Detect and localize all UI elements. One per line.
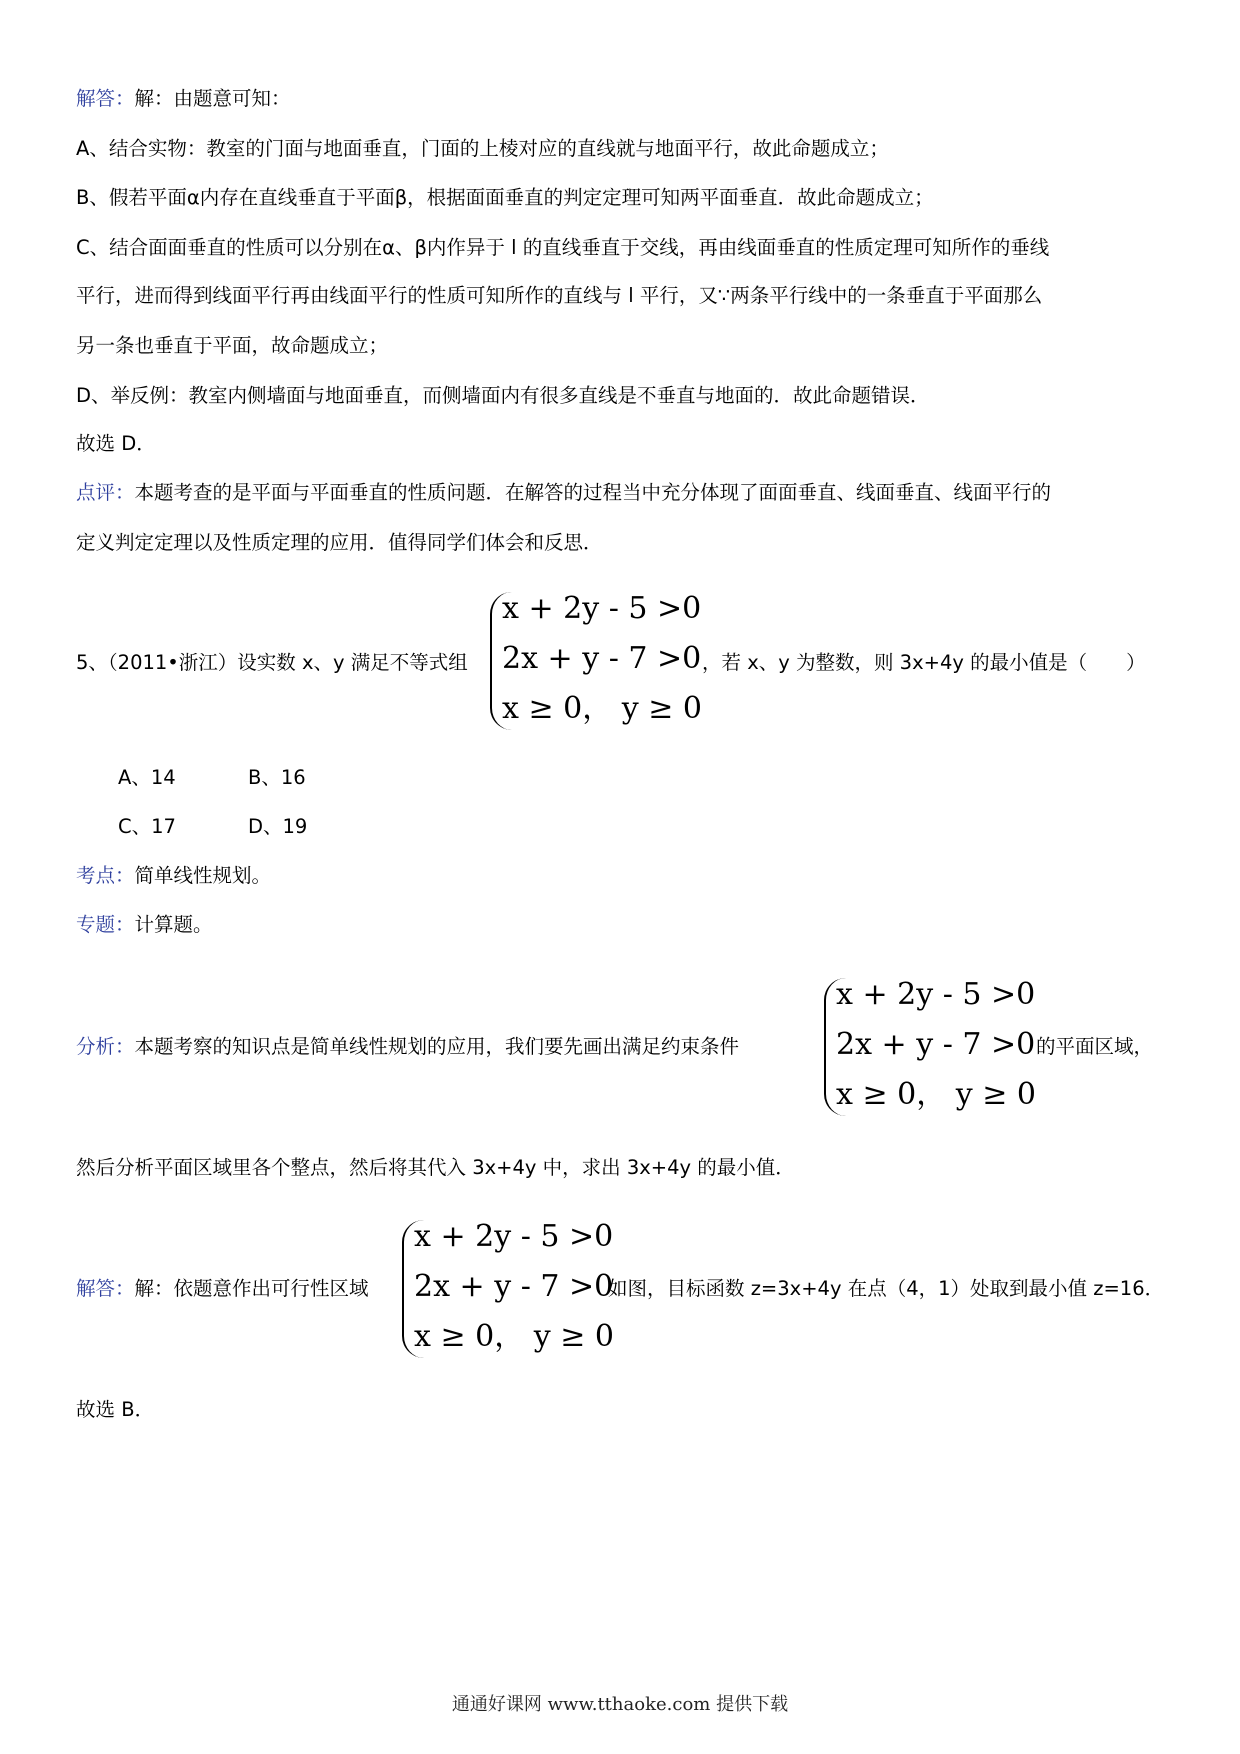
analysis-line-1 [76,1032,826,1062]
inequality-system-question [490,592,702,730]
solution-text: 解：由题意可知： [134,87,291,110]
analysis-line-2: 然后分析平面区域里各个整点，然后将其代入 3x+4y 中，求出 3x+4y 的最小值． [76,1156,795,1179]
inequality-system-analysis [824,978,1036,1116]
option-c-explanation-1: C、结合面面垂直的性质可以分别在α、β内作异于 l 的直线垂直于交线，再由线面垂直的性质定理可知所作的垂线 [76,236,1050,259]
kaodian-label: 考点： [76,864,135,887]
inequality-row-3: x ≥ 0， y ≥ 0 [502,691,702,726]
zhuanti-label: 专题： [76,913,135,936]
inequality-row-3: x ≥ 0， y ≥ 0 [836,1077,1036,1112]
solution-label: 解答： [76,87,135,110]
analysis-suffix: 的平面区域， [1036,1035,1154,1058]
footer-source: 通通好课网 www.tthaoke.com 提供下载 [451,1694,789,1715]
option-b: B、16 [248,766,306,789]
comment-text-1: 本题考查的是平面与平面垂直的性质问题．在解答的过程当中充分体现了面面垂直、线面垂直、线面平行的 [134,481,1052,504]
zhuanti-line [76,910,1166,940]
answer-b: 故选 B． [76,1398,155,1421]
inequality-row-3: x ≥ 0， y ≥ 0 [414,1319,614,1354]
analysis-text-1: 本题考察的知识点是简单线性规划的应用，我们要先画出满足约束条件 [134,1035,740,1058]
inequality-row-1: x + 2y - 5 >0 [414,1219,614,1254]
option-c: C、17 [118,815,176,838]
kaodian-text: 简单线性规划。 [134,864,272,887]
inequality-row-2: 2x + y - 7 >0 [836,1027,1036,1062]
comment-label: 点评： [76,481,135,504]
question-5-suffix: ，若 x、y 为整数，则 3x+4y 的最小值是（ ） [702,651,1146,674]
option-b-explanation: B、假若平面α内存在直线垂直于平面β，根据面面垂直的判定定理可知两平面垂直．故此命题成立； [76,186,934,209]
solution-5-label: 解答： [76,1277,135,1300]
inequality-row-2: 2x + y - 7 >0 [502,641,702,676]
zhuanti-text: 计算题。 [134,913,213,936]
option-d-explanation: D、举反例：教室内侧墙面与地面垂直，而侧墙面内有很多直线是不垂直与地面的．故此命题错误． [76,384,930,407]
option-a: A、14 [118,766,176,789]
analysis-label: 分析： [76,1035,135,1058]
comment-line-2: 定义判定定理以及性质定理的应用．值得同学们体会和反思． [76,531,603,554]
kaodian-line [76,861,1166,891]
inequality-row-2: 2x + y - 7 >0 [414,1269,614,1304]
solution-5-line [76,1274,406,1304]
inequality-system-solution [402,1220,614,1358]
option-c-explanation-3: 另一条也垂直于平面，故命题成立； [76,334,389,357]
inequality-row-1: x + 2y - 5 >0 [502,591,702,626]
option-a-explanation: A、结合实物：教室的门面与地面垂直，门面的上棱对应的直线就与地面平行，故此命题成立； [76,137,889,160]
solution-5-suffix: 如图，目标函数 z=3x+4y 在点（4，1）处取到最小值 z=16． [608,1277,1165,1300]
solution-line [76,84,1166,114]
inequality-row-1: x + 2y - 5 >0 [836,977,1036,1012]
option-d: D、19 [248,815,308,838]
comment-line-1 [76,478,1166,508]
answer-d: 故选 D． [76,432,156,455]
question-5-prefix: 5、（2011•浙江）设实数 x、y 满足不等式组 [76,651,468,674]
solution-5-prefix: 解：依题意作出可行性区域 [134,1277,369,1300]
option-c-explanation-2: 平行，进而得到线面平行再由线面平行的性质可知所作的直线与 l 平行，又∵两条平行线中的一条垂直于平面那么 [76,284,1043,307]
